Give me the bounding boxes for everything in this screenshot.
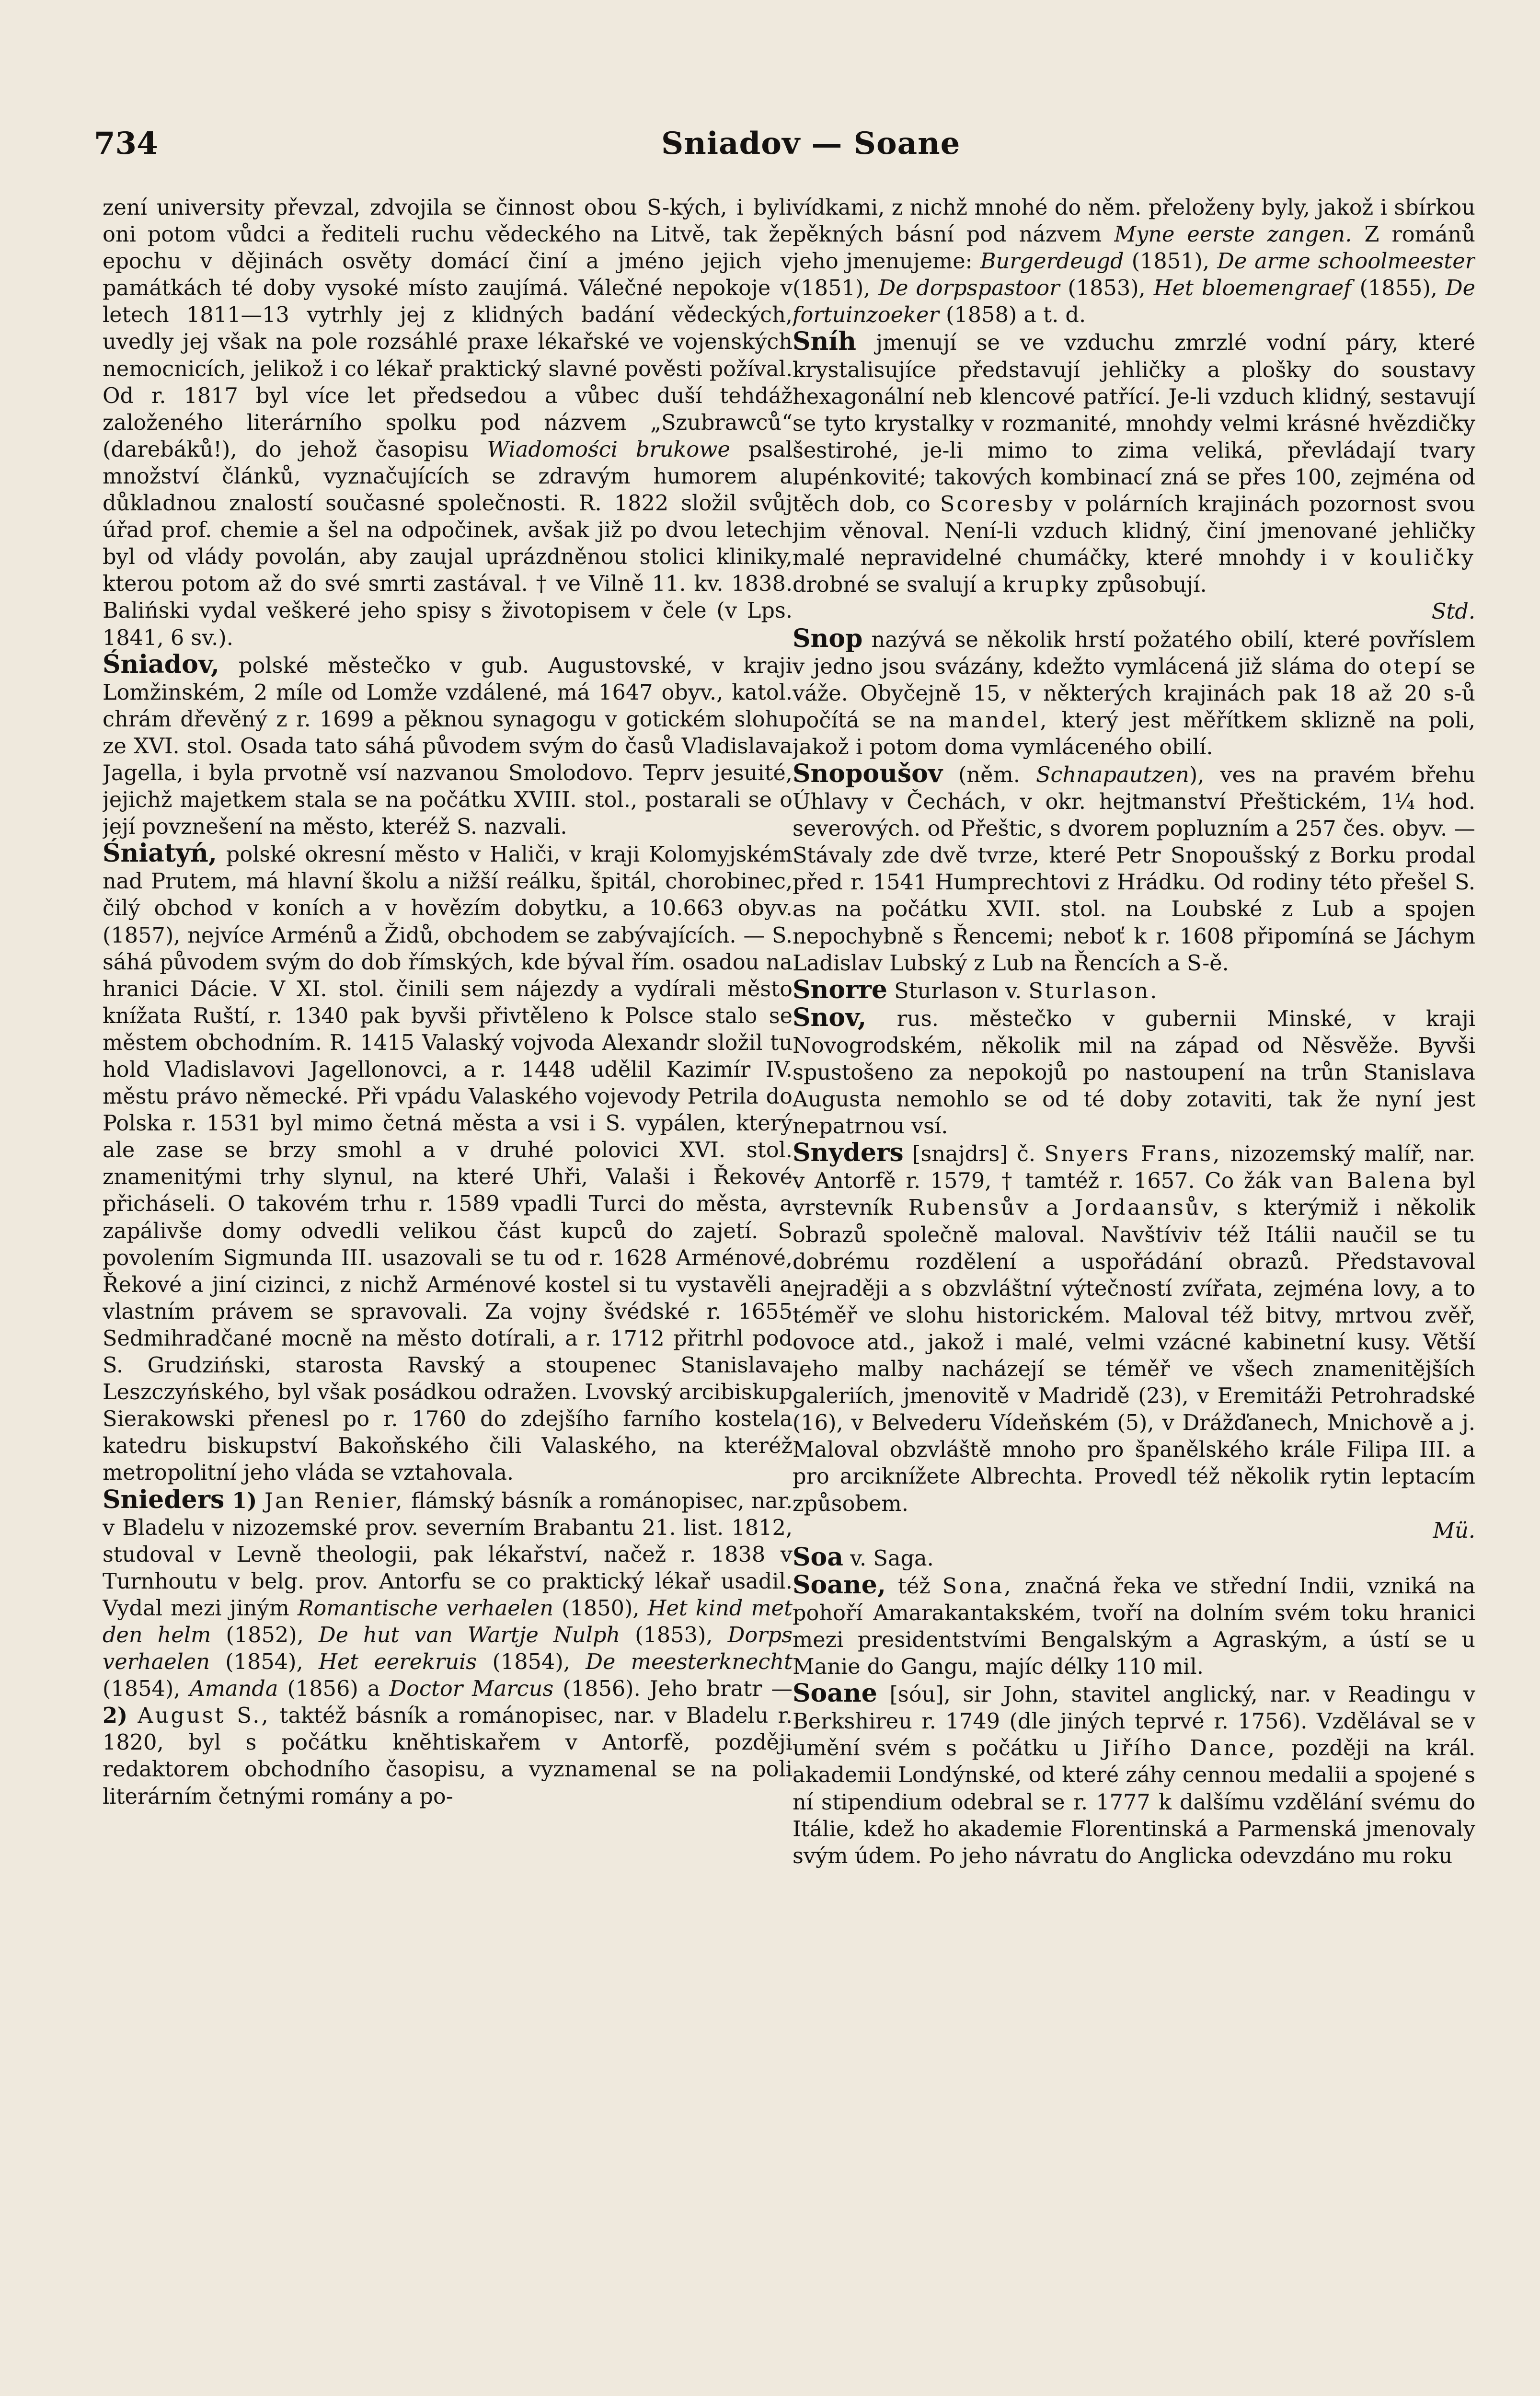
- right-column: [793, 194, 1475, 2379]
- entry-soane-river: Soane, též Sona, značná řeka ve střední Indii, vzniká na pohoří Amarakantakském, tvoří na dolním svém toku hranici mezi presidentstvími Bengalským a Agraským, a ústí se u Manie do Gangu, majíc délky 110 mil.: [793, 1570, 1475, 1680]
- entry-snih: Sníh jmenují se ve vzduchu zmrzlé vodní páry, které krystalisujíce představují jehličky a plošky do soustavy hexagonální neb klencové patřící. Je-li vzduch klidný, sestavují se tyto krystalky v rozmanité, mnohdy velmi krásné hvězdičky šestirohé, je-li mimo to zima veliká, převládají tvary lupénkovité; takových kombinací zná se přes 100, zejména od těch dob, co Scoresby v polárních krajinách pozornost svou jim věnoval. Není-li vzduch klidný, činí jmenované jehličky malé nepravidelné chumáčky, které mnohdy i v kouličky drobné se svalují a krupky způsobují.: [793, 327, 1475, 598]
- headword: Soa: [793, 1542, 843, 1572]
- entry-snop: Snop nazývá se několik hrstí požatého obilí, které povříslem v jedno jsou svázány, kdežto vymlácená již sláma do otepí se váže. Obyčejně 15, v některých krajinách pak 18 až 20 s-ů počítá se na mandel, který jest měřítkem sklizně na poli, jakož i potom doma vymláceného obilí.: [793, 623, 1475, 760]
- entry-sniadov: Śniadov, polské městečko v gub. Augustovské, v kraji Lomžinském, 2 míle od Lomže vzdálené, má 1647 obyv., katol. chrám dřevěný z r. 1699 a pěknou synagogu v gotickém slohu ze XVI. stol. Osada tato sáhá původem svým do časů Vladislava Jagella, i byla prvotně vsí nazvanou Smolodovo. Teprv jesuité, jejichž majetkem stala se na počátku XVIII. stol., postarali se o její povznešení na město, kteréž S. nazvali.: [103, 649, 793, 840]
- left-column: [103, 194, 793, 2379]
- author-signature: Std.: [1431, 599, 1475, 624]
- headword: Soane,: [793, 1570, 886, 1600]
- running-title: Sniadov — Soane: [661, 126, 961, 161]
- page-number: 734: [94, 126, 158, 161]
- headword: Snop: [793, 623, 863, 653]
- entry-continuation: vídkami, z nichž mnohé do něm. přeloženy byly, jakož i sbírkou pěkných básní pod názvem Myne eerste zangen. Z románů jeho jmenujeme: Burgerdeugd (1851), De arme schoolmeester (1851), De dorpspastoor (1853), Het bloemengraef (1855), De fortuinzoeker (1858) a t. d.: [793, 195, 1475, 328]
- entry-soa: Soa v. Saga.: [793, 1542, 934, 1572]
- entry-snov: Snov, rus. městečko v gubernii Minské, v kraji Novogrodském, několik mil na západ od Něsvěže. Byvši spustošeno za nepokojů po nastoupení na trůn Stanislava Augusta nemohlo se od té doby zotaviti, tak že nyní jest nepatrnou vsí.: [793, 1002, 1475, 1139]
- entry-soane-john: Soane [sóu], sir John, stavitel anglický, nar. v Readingu v Berkshireu r. 1749 (dle jiných teprvé r. 1756). Vzdělával se v umění svém s počátku u Jiřího Dance, později na král. akademii Londýnské, od které záhy cennou medalii a spojené s ní stipendium odebral se r. 1777 k dalšímu vzdělání svému do Itálie, kdež ho akademie Florentinská a Parmenská jmenovaly svým údem. Po jeho návratu do Anglicka odevzdáno mu roku: [793, 1679, 1475, 1868]
- entry-snopousov: Snopoušov (něm. Schnapautzen), ves na pravém břehu Úhlavy v Čechách, v okr. hejtmanství Přeštickém, 1¼ hod. severových. od Přeštic, s dvorem popluzním a 257 čes. obyv. — Stávaly zde dvě tvrze, které Petr Snopoušský z Borku prodal před r. 1541 Humprechtovi z Hrádku. Od rodiny této přešel S. as na počátku XVII. stol. na Loubské z Lub a spojen nepochybně s Řencemi; neboť k r. 1608 připomíná se Jáchym Ladislav Lubský z Lub na Řencích a S-ě.: [793, 759, 1475, 976]
- headword: Sníh: [793, 327, 856, 357]
- headword: Snorre: [793, 975, 887, 1004]
- author-signature: Mü.: [1433, 1518, 1475, 1543]
- headword: Śniadov,: [103, 649, 219, 679]
- headword: Snieders: [103, 1485, 225, 1514]
- entry-snieders: Snieders 1) Jan Renier, flámský básník a románopisec, nar. v Bladelu v nizozemské prov. severním Brabantu 21. list. 1812, studoval v Levně theologii, pak lékařství, načež r. 1838 v Turnhoutu v belg. prov. Antorfu se co praktický lékař usadil. Vydal mezi jiným Romantische verhaelen (1850), Het kind met den helm (1852), De hut van Wartje Nulph (1853), Dorps verhaelen (1854), Het eerekruis (1854), De meesterknecht (1854), Amanda (1856) a Doctor Marcus (1856). Jeho bratr — 2) August S., taktéž básník a románopisec, nar. v Bladelu r. 1820, byl s počátku knĕhtiskařem v Antorfě, později redaktorem obchodního časopisu, a vyznamenal se na poli literárním četnými romány a po-: [103, 1485, 793, 1809]
- headword: Śniatyń,: [103, 839, 217, 868]
- entry-snyders: Snyders [snajdrs] č. Snyers Frans, nizozemský malíř, nar. v Antorfě r. 1579, † tamtéž r. 1657. Co žák van Balena byl vrstevník Rubensův a Jordaansův, s kterýmiž i několik obrazů společně maloval. Navštíviv též Itálii naučil se tu dobrému rozdělení a uspořádání obrazů. Představoval nejraději a s obzvláštní výtečností zvířata, zejména lovy, a to téměř ve slohu historickém. Maloval též bitvy, mrtvou zvěř, ovoce atd., jakož i malé, velmi vzácné kabinetní kusy. Větší jeho malby nacházejí se téměř ve všech znamenitějších galeriích, jmenovitě v Madridě (23), v Eremitáži Petrohradské (16), v Belvederu Vídeňském (5), v Drážďanech, Mnichově a j. Maloval obzvláště mnoho pro španělského krále Filipa III. a pro arciknížete Albrechta. Provedl též několik rytin leptacím způsobem.: [793, 1138, 1475, 1516]
- headword: Soane: [793, 1679, 877, 1708]
- headword: Snopoušov: [793, 759, 943, 788]
- entry-continuation: zení university převzal, zdvojila se činnost obou S-kých, i byli oni potom vůdci a řediteli ruchu vědeckého na Litvě, tak že epochu v dějinách osvěty domácí činí a jméno jejich v památkách té doby vysoké místo zaujímá. Válečné nepokoje v letech 1811—13 vytrhly jej z klidných badání vědeckých, uvedly jej však na pole rozsáhlé praxe lékařské ve vojenských nemocnicích, jelikož i co lékař praktický slavné pověsti požíval. Od r. 1817 byl více let předsedou a vůbec duší tehdáž založeného literárního spolku pod názvem „Szubrawců“ (darebáků!), do jehož časopisu Wiadomości brukowe psal množství článků, vyznačujících se zdravým humorem a důkladnou znalostí současné společnosti. R. 1822 složil svůj úřad prof. chemie a šel na odpočinek, avšak již po dvou letech byl od vlády povolán, aby zaujal uprázdněnou stolici kliniky, kterou potom až do své smrti zastával. † ve Vilně 11. kv. 1838. Baliński vydal veškeré jeho spisy s životopisem v čele (v Lps. 1841, 6 sv.).: [103, 195, 793, 650]
- headword: Snyders: [793, 1138, 904, 1168]
- headword: Snov,: [793, 1002, 867, 1032]
- entry-sniatyn: Śniatyń, polské okresní město v Haliči, v kraji Kolomyjském nad Prutem, má hlavní školu a nižší reálku, špitál, chorobinec, čilý obchod v koních a v hovězím dobytku, a 10.663 obyv. (1857), nejvíce Arménů a Židů, obchodem se zabývajících. — S. sáhá původem svým do dob římských, kde býval řím. osadou na hranici Dácie. V XI. stol. činili sem nájezdy a vydírali město knížata Ruští, r. 1340 pak byvši přivtěleno k Polsce stalo se městem obchodním. R. 1415 Valaský vojvoda Alexandr složil tu hold Vladislavovi Jagellonovci, a r. 1448 udělil Kazimír IV. městu právo německé. Při vpádu Valaského vojevody Petrila do Polska r. 1531 byl mimo četná města a vsi i S. vypálen, který ale zase se brzy smohl a v druhé polovici XVI. stol. znamenitými trhy slynul, na které Uhři, Valaši i Řekové přicháseli. O takovém trhu r. 1589 vpadli Turci do města, a zapálivše domy odvedli velikou část kupců do zajetí. S povolením Sigmunda III. usazovali se tu od r. 1628 Arménové, Řekové a jiní cizinci, z nichž Arménové kostel si tu vystavěli a vlastním právem se spravovali. Za vojny švédské r. 1655 Sedmihradčané mocně na město dotírali, a r. 1712 přitrhl pod S. Grudziński, starosta Ravský a stoupenec Stanislava Leszczyńského, byl však posádkou odražen. Lvovský arcibiskup Sierakowski přenesl po r. 1760 do zdejšího farního kostela katedru biskupství Bakoňského čili Valaského, na kteréž metropolitní jeho vláda se vztahovala.: [103, 839, 793, 1486]
- entry-snorre: Snorre Sturlason v. Sturlason.: [793, 975, 1159, 1004]
